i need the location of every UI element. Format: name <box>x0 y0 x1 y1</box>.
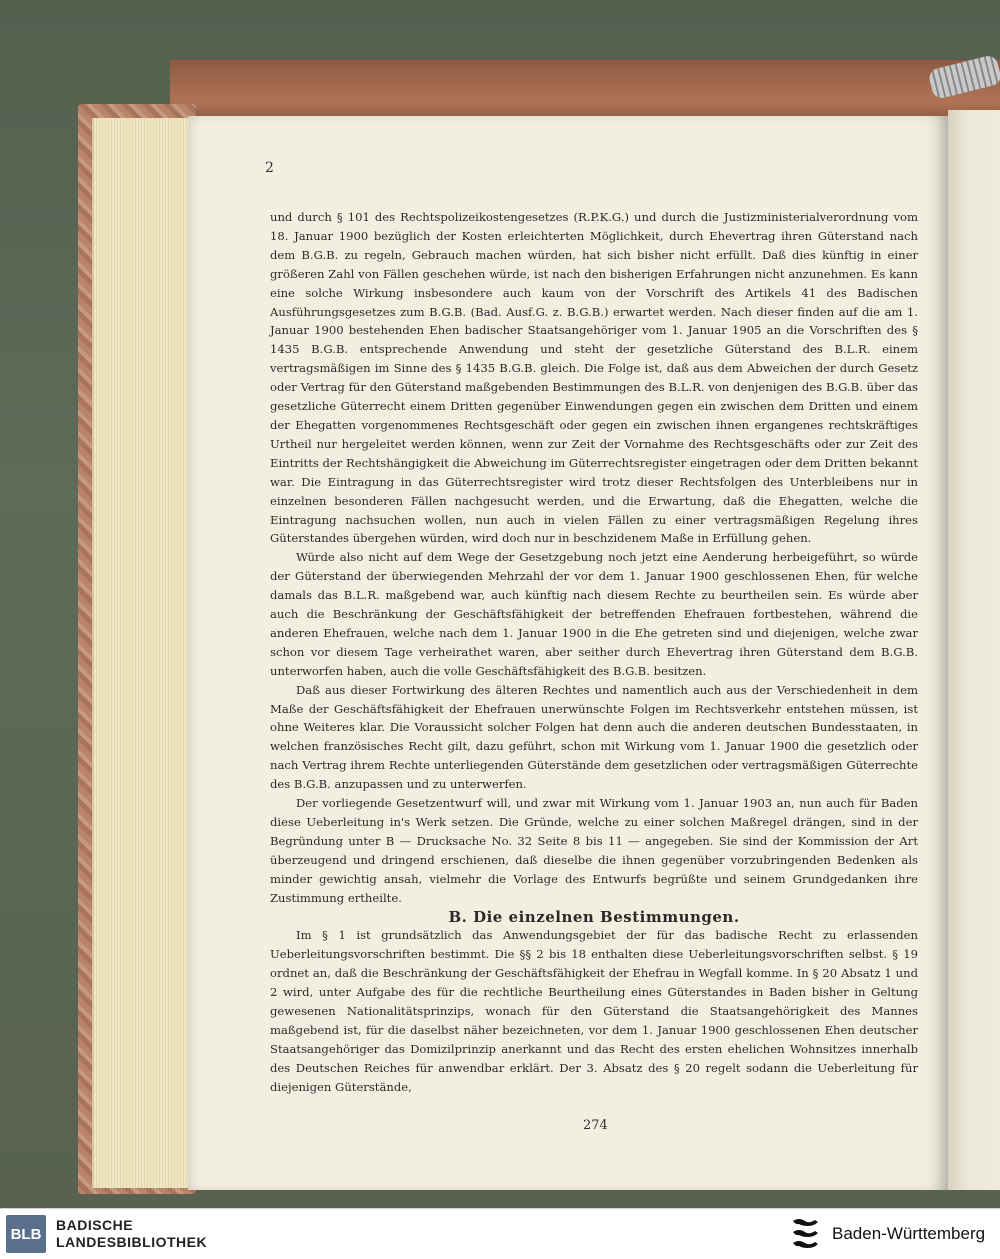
page-edges <box>92 118 194 1188</box>
paragraph-5: Im § 1 ist grundsätzlich das Anwendungsgebiet der für das badische Recht zu erlassenden Ueberleitungsvorschriften bestimmt. Die §§ 2 bis 18 enthalten diese Ueberleitungsvorschriften selbst. § 19 ordnet an, daß die Beschränkung der Geschäftsfähigkeit der Ehefrau in Wegfall komme. In § 20 Absatz 1 und 2 wird, unter Aufgabe des für die rechtliche Beurtheilung eines Güterstandes in Baden bisher in Geltung gewesenen Nationalitätsprinzips, wonach für den Güterstand die Staatsangehörigkeit des Mannes maßgebend ist, für die daselbst näher bezeichneten, vor dem 1. Januar 1900 geschlossenen Ehen deutscher Staatsangehöriger das Domizilprinzip anerkannt und das Recht des ersten ehelichen Wohnsitzes innerhalb des Deutschen Reiches für anwendbar erklärt. Der 3. Absatz des § 20 regelt sodann die Ueberleitung für diejenigen Güterstände, <box>270 928 918 1094</box>
baden-wuerttemberg-lions-icon[interactable] <box>790 1215 824 1253</box>
paragraph-1: und durch § 101 des Rechtspolizeikostengesetzes (R.P.K.G.) und durch die Justizministerialverordnung vom 18. Januar 1900 bezüglich der Kosten erleichterten Möglichkeit, durch Ehevertrag ihren Güterstand nach dem B.G.B. zu regeln, Gebrauch machen würden, hat sich bisher nicht erfüllt. Daß dies künftig in einer größeren Zahl von Fällen geschehen würde, ist nach den bisherigen Erfahrungen nicht anzunehmen. Es kann eine solche Wirkung insbesondere auch kaum von der Vorschrift des Artikels 41 des Badischen Ausführungsgesetzes zum B.G.B. (Bad. Ausf.G. z. B.G.B.) erwartet werden. Nach dieser finden auf die am 1. Januar 1900 bestehenden Ehen badischer Staatsangehöriger vom 1. Januar 1905 an die Vorschriften des § 1435 B.G.B. entsprechende Anwendung und steht der gesetzliche Güterstand des B.L.R. einem vertragsmäßigen im Sinne des § 1435 B.G.B. gleich. Die Folge ist, daß aus dem Abweichen der durch Gesetz oder Vertrag für den Güterstand maßgebenden Bestimmungen des B.L.R. von denjenigen des B.G.B. über das gesetzliche Güterrecht einem Dritten gegenüber Einwendungen gegen ein zwischen dem Dritten und einem der Ehegatten vorgenommenes Rechtsgeschäft oder gegen ein zwischen ihnen ergangenes rechtskräftiges Urtheil nur hergeleitet werden können, wenn zur Zeit der Vornahme des Rechtsgeschäfts oder zur Zeit des Eintritts der Rechtshängigkeit die Abweichung im Güterrechtsregister eingetragen oder dem Dritten bekannt war. Die Eintragung in das Güterrechtsregister wird trotz dieser Rechtsfolgen des Unterbleibens nur in einzelnen besonderen Fällen nachgesucht werden, und die Erwartung, daß die Ehegatten, welche die Eintragung nachsuchen wollen, nun auch in vielen Fällen zu einer vertragsmäßigen Regelung ihres Güterstandes übergehen würden, wird doch nur in beschzidenem Maße in Erfüllung gehen. <box>270 210 918 546</box>
page-number-bottom: 274 <box>583 1118 608 1133</box>
section-heading: B. Die einzelnen Bestimmungen. <box>448 907 740 926</box>
page-number-top: 2 <box>265 160 274 176</box>
paragraph-2: Würde also nicht auf dem Wege der Gesetzgebung noch jetzt eine Aenderung herbeigeführt, so würde der Güterstand der überwiegenden Mehrzahl der vor dem 1. Januar 1900 geschlossenen Ehen, für welche damals das B.L.R. maßgebend war, auch künftig nach diesem Rechte zu beurtheilen sein. Es würde aber auch die Beschränkung der Geschäftsfähigkeit der betreffenden Ehefrauen fortbestehen, während die anderen Ehefrauen, welche nach dem 1. Januar 1900 in die Ehe getreten sind und diejenigen, welche zwar schon vor diesem Tage verheirathet waren, aber seither durch Ehevertrag ihren Güterstand dem B.G.B. unterworfen haben, auch die volle Geschäftsfähigkeit des B.G.B. besitzen. <box>270 550 918 678</box>
state-name[interactable]: Baden-Württemberg <box>832 1224 986 1243</box>
blb-logo[interactable]: BLB <box>6 1215 46 1253</box>
page-text <box>270 208 918 1097</box>
institution-name-line2: LANDESBIBLIOTHEK <box>56 1234 208 1250</box>
institution-name-line1: BADISCHE <box>56 1217 134 1233</box>
facing-page <box>948 110 1000 1190</box>
viewer-footer <box>0 1208 1000 1259</box>
paragraph-3: Daß aus dieser Fortwirkung des älteren Rechtes und namentlich auch aus der Verschiedenheit in dem Maße der Geschäftsfähigkeit der Ehefrauen unerwünschte Folgen im Rechtsverkehr entstehen müssen, ist ohne Weiteres klar. Die Voraussicht solcher Folgen hat denn auch die anderen deutschen Bundesstaaten, in welchen französisches Recht gilt, dazu geführt, schon mit Wirkung vom 1. Januar 1900 die gesetzlich oder nach Vertrag ihrem Rechte unterliegenden Güterstände dem gesetzlichen oder vertragsmäßigen Güterrechte des B.G.B. anzupassen und zu unterwerfen. <box>270 682 918 792</box>
institution-name[interactable] <box>56 1217 207 1251</box>
paragraph-4: Der vorliegende Gesetzentwurf will, und zwar mit Wirkung vom 1. Januar 1903 an, nun auch für Baden diese Ueberleitung in's Werk setzen. Die Gründe, welche zu einer solchen Maßregel drängen, sind in der Begründung unter B — Drucksache No. 32 Seite 8 bis 11 — angegeben. Sie sind der Kommission der Art überzeugend und dringend erschienen, daß dieselbe die ihnen gegenüber vorzubringenden Bedenken als minder gewichtig ansah, vielmehr die Vorlage des Entwurfs begrüßte und seinem Grundgedanken ihre Zustimmung ertheilte. <box>270 796 918 905</box>
